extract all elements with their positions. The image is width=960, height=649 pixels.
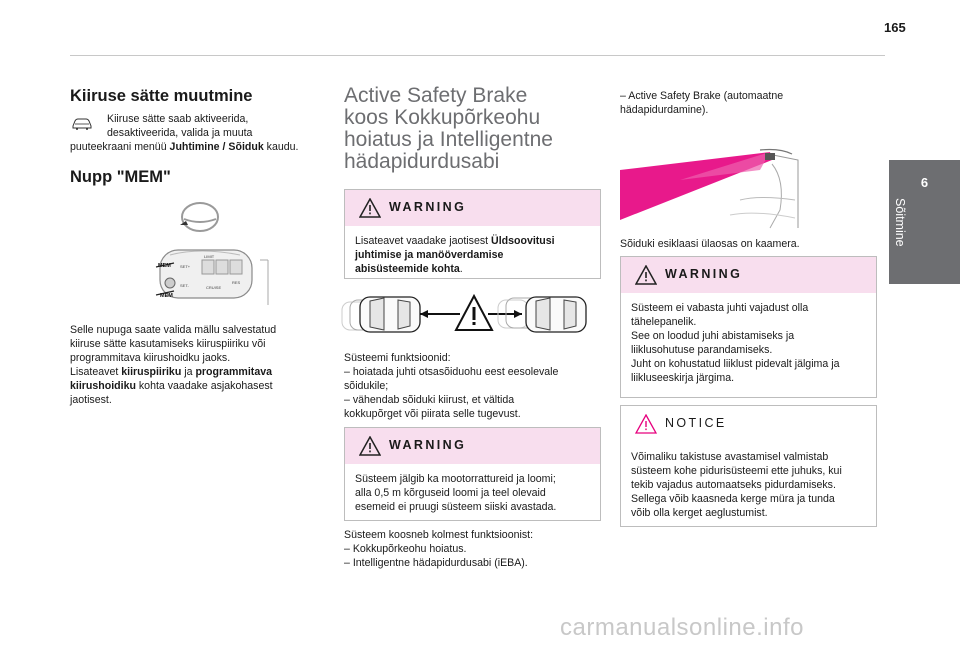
car-icon	[71, 117, 93, 135]
heading-mem-button: Nupp "MEM"	[70, 168, 171, 186]
notice-icon	[635, 414, 657, 434]
system-consists-list: Süsteem koosneb kolmest funktsioonist: – Kokkupõrkeohu hoiatus. – Intelligentne hädapidurdusabi (iEBA).	[344, 529, 534, 569]
res-label: RES	[232, 280, 241, 285]
asb-item: – Active Safety Brake (automaatne hädapidurdamine).	[620, 90, 784, 116]
top-divider	[70, 55, 885, 56]
intro-line-1: Kiiruse sätte saab aktiveerida,	[107, 113, 249, 125]
warning-label: WARNING	[389, 200, 467, 214]
warning-icon	[359, 198, 381, 218]
notice-label: NOTICE	[665, 416, 727, 430]
camera-caption: Sõiduki esiklaasi ülaosas on kaamera.	[620, 238, 800, 250]
warning-box-1	[344, 189, 601, 279]
collision-warning-illustration	[340, 292, 600, 337]
mem-stalk-illustration	[140, 195, 280, 310]
warning-text-2: Süsteem jälgib ka mootorrattureid ja loomi; alla 0,5 m kõrguseid loomi ja teel olevaid esemeid ei pruugi süsteem siiski avastada.	[355, 473, 557, 513]
warning-text-1: Lisateavet vaadake jaotisest Üldsoovitusi juhtimise ja manööverdamise abisüsteemide kohta.	[355, 235, 555, 275]
warning-text-3: Süsteem ei vabasta juhti vajadust olla tähelepanelik. See on loodud juhi abistamiseks ja liiklusohutuse parandamiseks. Juht on kohustatud liiklust pidevalt jälgima ja liikluseeskirja järgima.	[631, 302, 840, 384]
warning-label: WARNING	[389, 438, 467, 452]
warning-box-3	[620, 256, 877, 398]
chapter-tab-number: 6	[920, 175, 929, 190]
chapter-tab-label: Sõitmine	[893, 198, 907, 247]
set-minus-label: SET-	[180, 283, 189, 288]
warning-label: WARNING	[665, 267, 743, 281]
warning-box-2	[344, 427, 601, 521]
set-plus-label: SET+	[180, 264, 191, 269]
warning-icon	[635, 265, 657, 285]
intro-line-2: desaktiveerida, valida ja muuta	[107, 127, 253, 139]
notice-box	[620, 405, 877, 527]
section-title: Active Safety Brake koos Kokkupõrkeohu hoiatus ja Intelligentne hädapidurdusabi	[344, 84, 553, 173]
mem-description: Selle nupuga saate valida mällu salvestatud kiiruse sätte kasutamiseks kiiruspiiriku või programmitava kiirushoidku jaoks. Lisateavet kiiruspiiriku ja programmitava kiirushoidiku kohta vaadake asjakohasest jaotisest.	[70, 324, 277, 406]
page-number: 165	[884, 20, 906, 35]
functions-list: Süsteemi funktsioonid: – hoiatada juhti otsasõiduohu eest eesolevale sõidukile; – vähendab sõiduki kiirust, et vältida kokkupõrget või piirata selle tugevust.	[344, 352, 559, 420]
mem-bottom-label: MEM	[160, 293, 173, 299]
cruise-label: CRUISE	[206, 285, 222, 290]
watermark: carmanualsonline.info	[560, 614, 804, 641]
limit-label: LIMIT	[204, 254, 215, 259]
warning-icon	[359, 436, 381, 456]
intro-line-3: puuteekraani menüü Juhtimine / Sõiduk kaudu.	[70, 141, 299, 153]
notice-text: Võimaliku takistuse avastamisel valmistab süsteem kohe pidurisüsteemi ette juhuks, kui tekib vajadus automaatseks pidurdamiseks. Sellega võib kaasneda kerge müra ja tunda võib olla kerget aeglustumist.	[631, 451, 842, 519]
heading-speed-setting: Kiiruse sätte muutmine	[70, 87, 253, 105]
menu-path: Juhtimine / Sõiduk	[169, 141, 264, 153]
mem-top-label: MEM	[158, 263, 171, 269]
windscreen-camera-illustration	[620, 140, 800, 230]
